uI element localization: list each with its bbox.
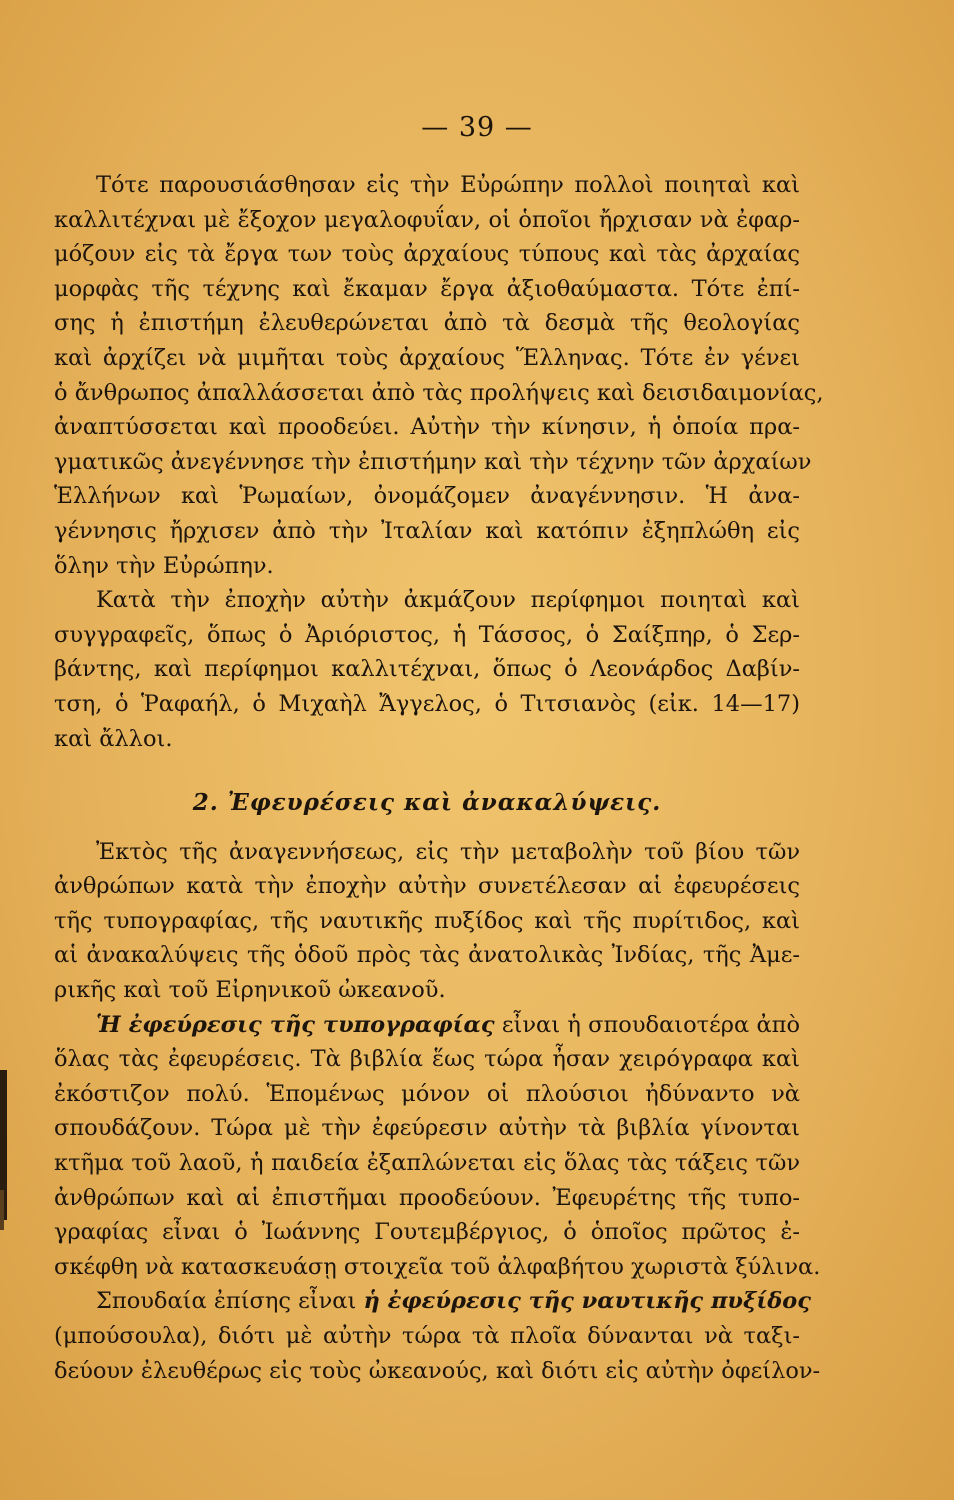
text-line: καλλιτέχναι μὲ ἔξοχον μεγαλοφυΐαν, οἱ ὁποῖοι ἤρχισαν νὰ ἐφαρ- [54, 206, 800, 233]
text-line: Κατὰ τὴν ἐποχὴν αὐτὴν ἀκμάζουν περίφημοι ποιηταὶ καὶ [96, 587, 800, 614]
text-line: σκέφθη νὰ κατασκευάσῃ στοιχεῖα τοῦ ἀλφαβήτου χωριστὰ ξύλινα. [54, 1253, 821, 1280]
text-line: γέννησις ἤρχισεν ἀπὸ τὴν Ἰταλίαν καὶ κατόπιν ἐξηπλώθη εἰς [54, 517, 800, 544]
text-line: ἀνθρώπων καὶ αἱ ἐπιστῆμαι προοδεύουν. Ἐφευρέτης τῆς τυπο- [54, 1184, 800, 1211]
text-line: ὅλην τὴν Εὐρώπην. [54, 552, 274, 579]
text-line: δεύουν ἐλευθέρως εἰς τοὺς ὠκεανούς, καὶ διότι εἰς αὐτὴν ὀφείλον- [54, 1357, 821, 1384]
text-line: γραφίας εἶναι ὁ Ἰωάννης Γουτεμβέργιος, ὁ ὁποῖος πρῶτος ἐ- [54, 1219, 800, 1246]
text-fragment: Σπουδαία ἐπίσης εἶναι [96, 1288, 364, 1315]
text-line: Τότε παρουσιάσθησαν εἰς τὴν Εὐρώπην πολλοὶ ποιηταὶ καὶ [96, 172, 800, 198]
text-line: γματικῶς ἀνεγέννησε τὴν ἐπιστήμην καὶ τὴν τέχνην τῶν ἀρχαίων [54, 448, 812, 475]
text-line: ἀνθρώπων κατὰ τὴν ἐποχὴν αὐτὴν συνετέλεσαν αἱ ἐφευρέσεις [54, 873, 800, 900]
body-text [54, 168, 824, 1388]
page-edge-mark [0, 1190, 4, 1230]
printing-term: Ἡ ἐφεύρεσις τῆς τυπογραφίας [96, 1011, 495, 1038]
text-line: τση, ὁ Ῥαφαήλ, ὁ Μιχαὴλ Ἄγγελος, ὁ Τιτσιανὸς (εἰκ. 14—17) [54, 690, 800, 717]
text-line: ὁ ἄνθρωπος ἀπαλλάσσεται ἀπὸ τὰς προλήψεις καὶ δεισιδαιμονίας, [54, 379, 824, 406]
text-line: μόζουν εἰς τὰ ἔργα των τοὺς ἀρχαίους τύπους καὶ τὰς ἀρχαίας [54, 241, 800, 268]
text-line: Ἑλλήνων καὶ Ῥωμαίων, ὀνομάζομεν ἀναγέννησιν. Ἡ ἀνα- [54, 483, 800, 510]
compass-term: ἡ ἐφεύρεσις τῆς ναυτικῆς πυξίδος [363, 1288, 811, 1315]
section-heading: 2. Ἐφευρέσεις καὶ ἀνακαλύψεις. [192, 789, 662, 817]
text-line: συγγραφεῖς, ὅπως ὁ Ἀριόριστος, ἡ Τάσσος, ὁ Σαίξπηρ, ὁ Σερ- [54, 621, 800, 648]
text-line: ἐκόστιζον πολύ. Ἑπομένως μόνον οἱ πλούσιοι ἠδύναντο νὰ [54, 1080, 800, 1107]
paragraph-printing [54, 1008, 821, 1285]
text-line: (μπούσουλα), διότι μὲ αὐτὴν τώρα τὰ πλοῖα δύνανται νὰ ταξι- [54, 1323, 800, 1349]
text-line: Ἐκτὸς τῆς ἀναγεννήσεως, εἰς τὴν μεταβολὴν τοῦ βίου τῶν [96, 838, 800, 865]
text-line: ρικῆς καὶ τοῦ Εἰρηνικοῦ ὠκεανοῦ. [54, 977, 446, 1004]
text-line [54, 1008, 800, 1043]
paragraph-renaissance [54, 168, 824, 583]
text-line: σης ἡ ἐπιστήμη ἐλευθερώνεται ἀπὸ τὰ δεσμὰ τῆς θεολογίας [54, 310, 800, 337]
paragraph-compass [54, 1284, 821, 1388]
text-line: μορφὰς τῆς τέχνης καὶ ἔκαμαν ἔργα ἀξιοθαύμαστα. Τότε ἐπί- [54, 275, 800, 302]
text-line [54, 1284, 811, 1319]
text-line: αἱ ἀνακαλύψεις τῆς ὁδοῦ πρὸς τὰς ἀνατολικὰς Ἰνδίας, τῆς Ἀμε- [54, 942, 800, 969]
paragraph-inventions [54, 835, 800, 1008]
text-line: ὅλας τὰς ἐφευρέσεις. Τὰ βιβλία ἕως τώρα ἦσαν χειρόγραφα καὶ [54, 1046, 800, 1073]
text-line: κτῆμα τοῦ λαοῦ, ἡ παιδεία ἐξαπλώνεται εἰς ὅλας τὰς τάξεις τῶν [54, 1150, 800, 1177]
paragraph-writers [54, 583, 800, 756]
text-line: βάντης, καὶ περίφημοι καλλιτέχναι, ὅπως ὁ Λεονάρδος Δαβίν- [54, 656, 800, 683]
text-line: καὶ ἀρχίζει νὰ μιμῆται τοὺς ἀρχαίους Ἕλληνας. Τότε ἐν γένει [54, 344, 800, 371]
text-fragment: εἶναι ἡ σπουδαιοτέρα ἀπὸ [494, 1011, 800, 1038]
text-line: ἀναπτύσσεται καὶ προοδεύει. Αὐτὴν τὴν κίνησιν, ἡ ὁποία πρα- [54, 414, 800, 441]
text-line: καὶ ἄλλοι. [54, 725, 173, 752]
page-number: — 39 — [421, 112, 533, 143]
text-line: σπουδάζουν. Τώρα μὲ τὴν ἐφεύρεσιν αὐτὴν τὰ βιβλία γίνονται [54, 1115, 800, 1142]
text-line: τῆς τυπογραφίας, τῆς ναυτικῆς πυξίδος καὶ τῆς πυρίτιδος, καὶ [54, 907, 800, 934]
